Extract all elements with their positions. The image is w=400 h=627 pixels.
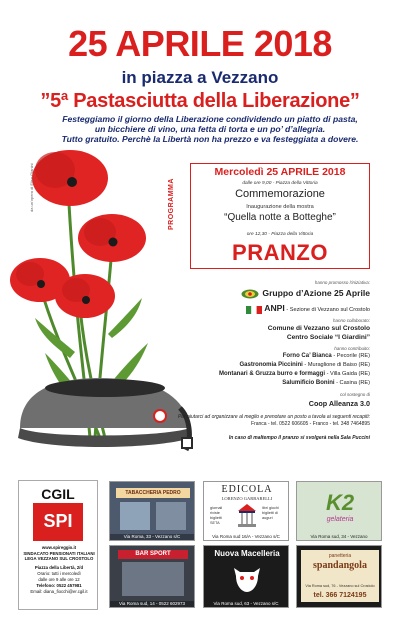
edicola-address: Via Roma sud 16/A - Vezzano s/C [212, 534, 280, 539]
contributor-4-place: - Casina (RE) [334, 380, 370, 386]
promoted-label: hanno promosso l'iniziativa: [314, 280, 370, 285]
anpi-flag-icon [246, 306, 262, 314]
gruppo-logo-icon [241, 289, 259, 299]
contributor-3-name: Montanari & Gruzza burro e formaggi [219, 371, 326, 377]
cgil-phone: Telefono: 0522 457981 [36, 583, 82, 588]
cgil-org-2: LEGA VEZZANO SUL CROSTOLO [24, 556, 94, 561]
program-event-commemorazione: Commemorazione [235, 188, 325, 200]
ad-tabaccheria [109, 481, 195, 541]
booking-phones: Franca - tel. 0522 606605 - Franco - tel. 348 7464895 [251, 421, 370, 427]
promoter-anpi [180, 305, 370, 314]
program-label: PROGRAMMA [168, 178, 175, 230]
edicola-left-text: giornali riviste biglietti SETA [210, 506, 223, 525]
cgil-org-1: SINDACATO PENSIONATI ITALIANI [23, 551, 95, 556]
tabaccheria-address: Via Roma, 33 - Vezzano s/C [110, 534, 194, 540]
bar-sport-sign: BAR SPORT [118, 550, 188, 559]
promoter-gruppo-text: Gruppo d’Azione 25 Aprile [262, 288, 370, 298]
k2-sub: gelateria [326, 516, 354, 523]
intro-line-1: Festeggiamo il giorno della Liberazione condividendo un piatto di pasta, [62, 114, 358, 124]
contributor-1-name: Forno Ca’ Bianca [282, 353, 332, 359]
panetteria-address: Via Roma sud, 76 - Vezzano sul Crostolo [305, 584, 375, 588]
contributor-1-place: - Pecorile (RE) [331, 353, 370, 359]
program-time-1: dalle ore 9,00 - Piazza della Vittoria [242, 181, 318, 186]
ad-panetteria-spandangola [296, 545, 382, 608]
anpi-label: ANPI [264, 303, 285, 313]
program-event-mostra: “Quella notte a Botteghe” [224, 212, 336, 223]
spi-logo-text: SPI [43, 511, 73, 531]
edicola-owner: LORENZO GARBARELLI [221, 496, 273, 501]
panetteria-label: panetteria [328, 553, 352, 559]
promoter-gruppo [180, 288, 370, 299]
intro-line-2: un bicchiere di vino, una fetta di torta e un po’ d’allegria. [94, 124, 326, 134]
cgil-hours: dalle ore 9 alle ore 12 [38, 577, 80, 582]
bad-weather-note: In caso di maltempo il pranzo si svolgerà nella Sala Puccini [228, 435, 370, 441]
contributor-1 [180, 353, 370, 360]
contributor-3-place: - Villa Gaida (RE) [325, 371, 370, 377]
ad-edicola [203, 481, 289, 541]
collaborator-comune: Comune di Vezzano sul Crostolo [267, 325, 370, 332]
macelleria-sign: Nuova Macelleria [214, 549, 280, 558]
contributor-2-name: Gastronomia Piccinini [239, 362, 303, 368]
edicola-right-text: libri giochi biglietti di auguri [262, 506, 279, 520]
macelleria-address: Via Roma sud, 63 - Vezzano s/C [213, 601, 279, 606]
helmet-icon [18, 378, 192, 450]
cgil-address: Piazza della Libertà, 2/d [34, 565, 84, 570]
event-title: ”5ª Pastasciutta della Liberazione” [40, 90, 360, 112]
program-event-pranzo: PRANZO [232, 240, 328, 265]
cgil-logo-text: CGIL [33, 485, 83, 503]
illustration-credit: da un'opera di Elisa Gianini [29, 163, 34, 212]
tabaccheria-sign: TABACCHERIA PEDRO [116, 488, 190, 498]
ad-k2-gelateria [296, 481, 382, 541]
anpi-rest: - Sezione di Vezzano sul Crostolo [284, 307, 370, 313]
carousel-icon [236, 502, 258, 528]
intro-line-3: Tutto gratuito. Perchè la Libertà non ha prezzo e va festeggiata a dovere. [61, 134, 359, 144]
k2-address: Via Roma sud, 34 - Vezzano [310, 534, 368, 539]
panetteria-phone: tel. 366 7124195 [313, 592, 367, 599]
panetteria-sign: spandangola [313, 560, 367, 571]
cgil-spi-logo [33, 485, 83, 541]
ad-nuova-macelleria [203, 545, 289, 608]
sponsor-coop: Coop Alleanza 3.0 [308, 399, 370, 408]
contributed-label: hanno contribuito: [334, 346, 370, 351]
cgil-email: Email: diana_fiocchi@er.cgil.it [30, 589, 88, 594]
k2-sign: K2 [325, 490, 355, 515]
ad-cgil-spi [18, 480, 98, 610]
contributor-2 [180, 362, 370, 369]
support-label: col sostegno di [339, 392, 370, 397]
collaborated-label: hanno collaborato: [332, 318, 370, 323]
contributor-2-place: - Muraglione di Baiso (RE) [302, 362, 370, 368]
contributor-4-name: Salumificio Bonini [282, 380, 335, 386]
program-date: Mercoledì 25 APRILE 2018 [214, 166, 346, 178]
program-inaugurazione: Inaugurazione della mostra [246, 204, 314, 210]
cgil-site: www.spireggio.it [41, 545, 77, 550]
ad-bar-sport [109, 545, 195, 608]
main-title: 25 APRILE 2018 [68, 23, 332, 64]
cgil-hours-label: Orario: tutti i mercoledì [37, 571, 81, 576]
cow-head-icon [230, 562, 264, 594]
edicola-sign: EDICOLA [221, 484, 273, 495]
program-time-2: ore 12,30 - Piazza della Vittoria [246, 232, 314, 237]
contributor-3 [180, 371, 370, 378]
collaborator-centro: Centro Sociale “I Giardini” [286, 334, 370, 341]
contributor-4 [180, 380, 370, 387]
subtitle: in piazza a Vezzano [121, 68, 279, 87]
bar-sport-address: Via Roma sud, 14 - 0522 602973 [110, 601, 194, 607]
booking-info: Per aiutarci ad organizzare al meglio e prenotare un posto a tavola ai seguenti recapiti: [177, 414, 370, 420]
